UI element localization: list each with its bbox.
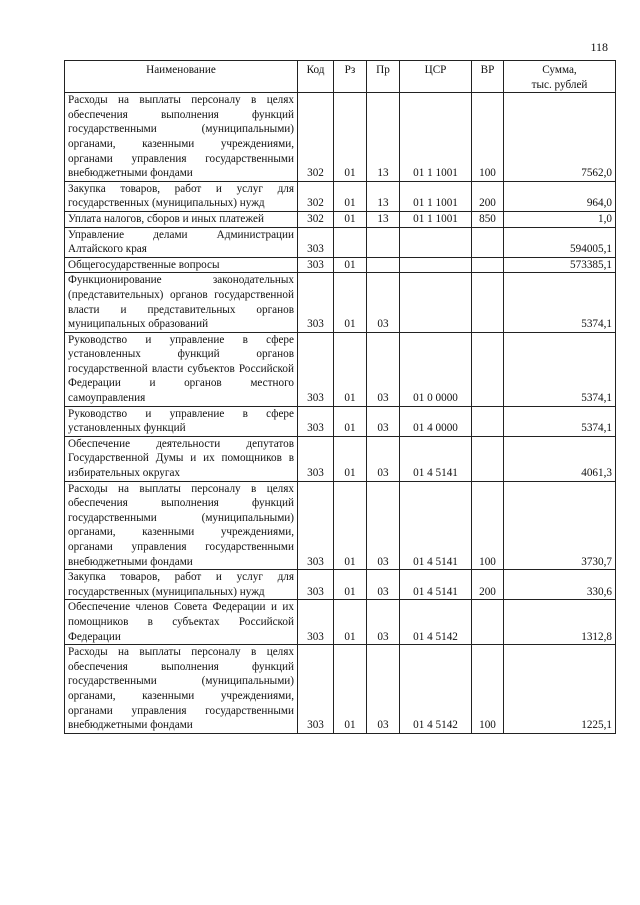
cell-sum: 573385,1 (504, 257, 616, 273)
cell-sum: 330,6 (504, 570, 616, 600)
cell-csr: 01 4 0000 (400, 406, 472, 436)
table-row (65, 436, 616, 481)
cell-sum: 1225,1 (504, 645, 616, 734)
cell-code: 303 (298, 600, 334, 645)
cell-rz: 01 (334, 332, 367, 406)
table-row (65, 273, 616, 332)
table-row (65, 227, 616, 257)
page-number: 118 (590, 40, 608, 54)
cell-vr (472, 436, 504, 481)
cell-code: 303 (298, 645, 334, 734)
cell-rz: 01 (334, 181, 367, 211)
cell-name: Закупка товаров, работ и услуг для государственных (муниципальных) нужд (65, 181, 298, 211)
cell-code: 302 (298, 211, 334, 227)
cell-code: 303 (298, 332, 334, 406)
cell-csr (400, 227, 472, 257)
cell-code: 302 (298, 93, 334, 182)
cell-csr: 01 4 5141 (400, 570, 472, 600)
header-sum-line2: тыс. рублей (531, 78, 588, 91)
header-sum-line1: Сумма, (542, 64, 577, 76)
cell-csr: 01 1 1001 (400, 93, 472, 182)
cell-rz: 01 (334, 436, 367, 481)
cell-sum: 1312,8 (504, 600, 616, 645)
cell-vr: 850 (472, 211, 504, 227)
cell-csr (400, 257, 472, 273)
cell-pr: 03 (367, 332, 400, 406)
cell-csr: 01 1 1001 (400, 181, 472, 211)
cell-csr: 01 4 5142 (400, 600, 472, 645)
cell-name: Функционирование законодательных (представительных) органов государственной власти и представительных органов муниципальных образований (65, 273, 298, 332)
cell-csr: 01 1 1001 (400, 211, 472, 227)
header-code: Код (298, 61, 334, 93)
cell-rz: 01 (334, 481, 367, 570)
cell-csr (400, 273, 472, 332)
cell-rz: 01 (334, 93, 367, 182)
table-row (65, 645, 616, 734)
cell-pr (367, 257, 400, 273)
cell-csr: 01 0 0000 (400, 332, 472, 406)
cell-code: 303 (298, 436, 334, 481)
header-sum (504, 61, 616, 93)
cell-name: Обеспечение деятельности депутатов Государственной Думы и их помощников в избирательных округах (65, 436, 298, 481)
cell-name: Уплата налогов, сборов и иных платежей (65, 211, 298, 227)
cell-code: 303 (298, 406, 334, 436)
cell-name: Управление делами Администрации Алтайского края (65, 227, 298, 257)
cell-name: Общегосударственные вопросы (65, 257, 298, 273)
cell-name: Руководство и управление в сфере установленных функций органов государственной власти субъектов Российской Федерации и органов местного самоуправления (65, 332, 298, 406)
cell-name: Закупка товаров, работ и услуг для государственных (муниципальных) нужд (65, 570, 298, 600)
cell-csr: 01 4 5142 (400, 645, 472, 734)
cell-name: Расходы на выплаты персоналу в целях обеспечения выполнения функций государственными (муниципальными) органами, казенными учреждениями, органами управления государственными внебюджетными фондами (65, 645, 298, 734)
cell-code: 303 (298, 481, 334, 570)
table-row (65, 406, 616, 436)
cell-vr (472, 273, 504, 332)
table-row (65, 257, 616, 273)
table-row (65, 570, 616, 600)
header-vr: ВР (472, 61, 504, 93)
cell-csr: 01 4 5141 (400, 481, 472, 570)
cell-name: Расходы на выплаты персоналу в целях обеспечения выполнения функций государственными (муниципальными) органами, казенными учреждениями, органами управления государственными внебюджетными фондами (65, 481, 298, 570)
cell-rz: 01 (334, 257, 367, 273)
cell-sum: 7562,0 (504, 93, 616, 182)
cell-sum: 5374,1 (504, 273, 616, 332)
cell-vr (472, 257, 504, 273)
cell-name: Расходы на выплаты персоналу в целях обеспечения выполнения функций государственными (муниципальными) органами, казенными учреждениями, органами управления государственными внебюджетными фондами (65, 93, 298, 182)
cell-vr (472, 332, 504, 406)
cell-vr: 200 (472, 570, 504, 600)
cell-pr: 13 (367, 93, 400, 182)
table-row (65, 600, 616, 645)
budget-table (64, 60, 616, 734)
cell-pr: 13 (367, 211, 400, 227)
cell-sum: 5374,1 (504, 332, 616, 406)
table-body (65, 93, 616, 734)
cell-code: 303 (298, 273, 334, 332)
cell-pr: 03 (367, 406, 400, 436)
cell-pr: 03 (367, 436, 400, 481)
cell-sum: 964,0 (504, 181, 616, 211)
cell-vr: 100 (472, 481, 504, 570)
cell-vr (472, 406, 504, 436)
cell-rz: 01 (334, 570, 367, 600)
cell-csr: 01 4 5141 (400, 436, 472, 481)
table-row (65, 181, 616, 211)
cell-vr: 100 (472, 645, 504, 734)
header-name: Наименование (65, 61, 298, 93)
cell-sum: 5374,1 (504, 406, 616, 436)
table-header-row (65, 61, 616, 93)
header-pr: Пр (367, 61, 400, 93)
cell-sum: 3730,7 (504, 481, 616, 570)
cell-sum: 1,0 (504, 211, 616, 227)
cell-code: 303 (298, 227, 334, 257)
header-rz: Рз (334, 61, 367, 93)
cell-rz: 01 (334, 645, 367, 734)
cell-pr: 03 (367, 273, 400, 332)
cell-name: Руководство и управление в сфере установленных функций (65, 406, 298, 436)
table-row (65, 332, 616, 406)
cell-rz: 01 (334, 600, 367, 645)
cell-rz (334, 227, 367, 257)
cell-pr (367, 227, 400, 257)
cell-sum: 594005,1 (504, 227, 616, 257)
cell-vr: 200 (472, 181, 504, 211)
cell-vr: 100 (472, 93, 504, 182)
cell-code: 303 (298, 570, 334, 600)
table-row (65, 211, 616, 227)
cell-sum: 4061,3 (504, 436, 616, 481)
cell-pr: 03 (367, 645, 400, 734)
header-csr: ЦСР (400, 61, 472, 93)
table-row (65, 481, 616, 570)
cell-name: Обеспечение членов Совета Федерации и их помощников в субъектах Российской Федерации (65, 600, 298, 645)
cell-rz: 01 (334, 406, 367, 436)
cell-vr (472, 600, 504, 645)
cell-code: 302 (298, 181, 334, 211)
table-row (65, 93, 616, 182)
cell-pr: 03 (367, 481, 400, 570)
cell-rz: 01 (334, 273, 367, 332)
cell-pr: 03 (367, 600, 400, 645)
cell-pr: 03 (367, 570, 400, 600)
cell-rz: 01 (334, 211, 367, 227)
cell-pr: 13 (367, 181, 400, 211)
cell-code: 303 (298, 257, 334, 273)
cell-vr (472, 227, 504, 257)
